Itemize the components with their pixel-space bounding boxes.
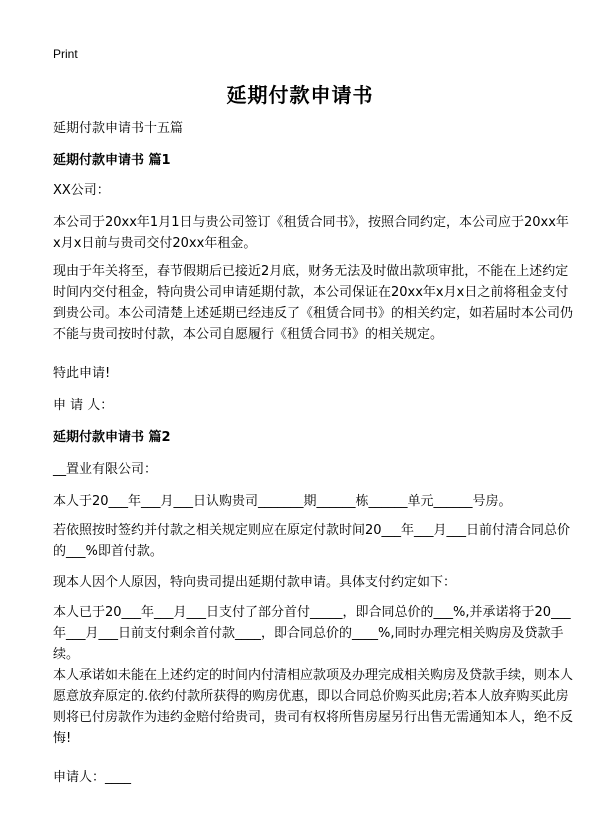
salutation-1: XX公司： (53, 183, 110, 198)
salutation-2: __置业有限公司： (53, 462, 158, 477)
paragraph-2-4: 本人已于20___年___月___日支付了部分首付_____，即合同总价的___%,并承诺将于20___年___月___日前支付剩余首付款____，即合同总价的____%,同时办理完相关购房及贷款手续。 (53, 605, 571, 662)
document-subtitle: 延期付款申请书十五篇 (53, 121, 184, 136)
signature-1: 申 请 人： (53, 398, 114, 413)
print-link[interactable]: Print (53, 47, 78, 61)
paragraph-2-3: 现本人因个人原因，特向贵司提出延期付款申请。具体支付约定如下： (53, 575, 457, 590)
document-title: 延期付款申请书 (226, 83, 374, 107)
section-heading-2: 延期付款申请书 篇2 (53, 430, 171, 445)
paragraph-1-3: 特此申请! (53, 366, 111, 381)
section-heading-1: 延期付款申请书 篇1 (53, 153, 171, 168)
paragraph-2-1: 本人于20___年___月___日认购贵司_______期______栋______单元______号房。 (53, 494, 512, 509)
paragraph-2-5: 本人承诺如未能在上述约定的时间内付清相应款项及办理完成相关购房及贷款手续，则本人愿意放弃原定的.依约付款所获得的购房优惠，即以合同总价购买此房;若本人放弃购买此房则将已付房款作为违约金赔付给贵司，贵司有权将所售房屋另行出售无需通知本人，绝不反悔! (53, 668, 574, 746)
paragraph-1-1: 本公司于20xx年1月1日与贵公司签订《租赁合同书》，按照合同约定，本公司应于20xx年x月x日前与贵司交付20xx年租金。 (53, 215, 569, 251)
paragraph-1-2: 现由于年关将至，春节假期后已接近2月底，财务无法及时做出款项审批，不能在上述约定时间内交付租金，特向贵公司申请延期付款，本公司保证在20xx年x月x日之前将租金支付到贵公司。本公司清楚上述延期已经违反了《租赁合同书》的相关约定，如若届时本公司仍不能与贵司按时付款，本公司自愿履行《租赁合同书》的相关规定。 (53, 264, 574, 342)
paragraph-2-2: 若依照按时签约并付款之相关规定则应在原定付款时间20___年___月___日前付清合同总价的___%即首付款。 (53, 523, 571, 559)
signature-2: 申请人：____ (53, 770, 132, 785)
